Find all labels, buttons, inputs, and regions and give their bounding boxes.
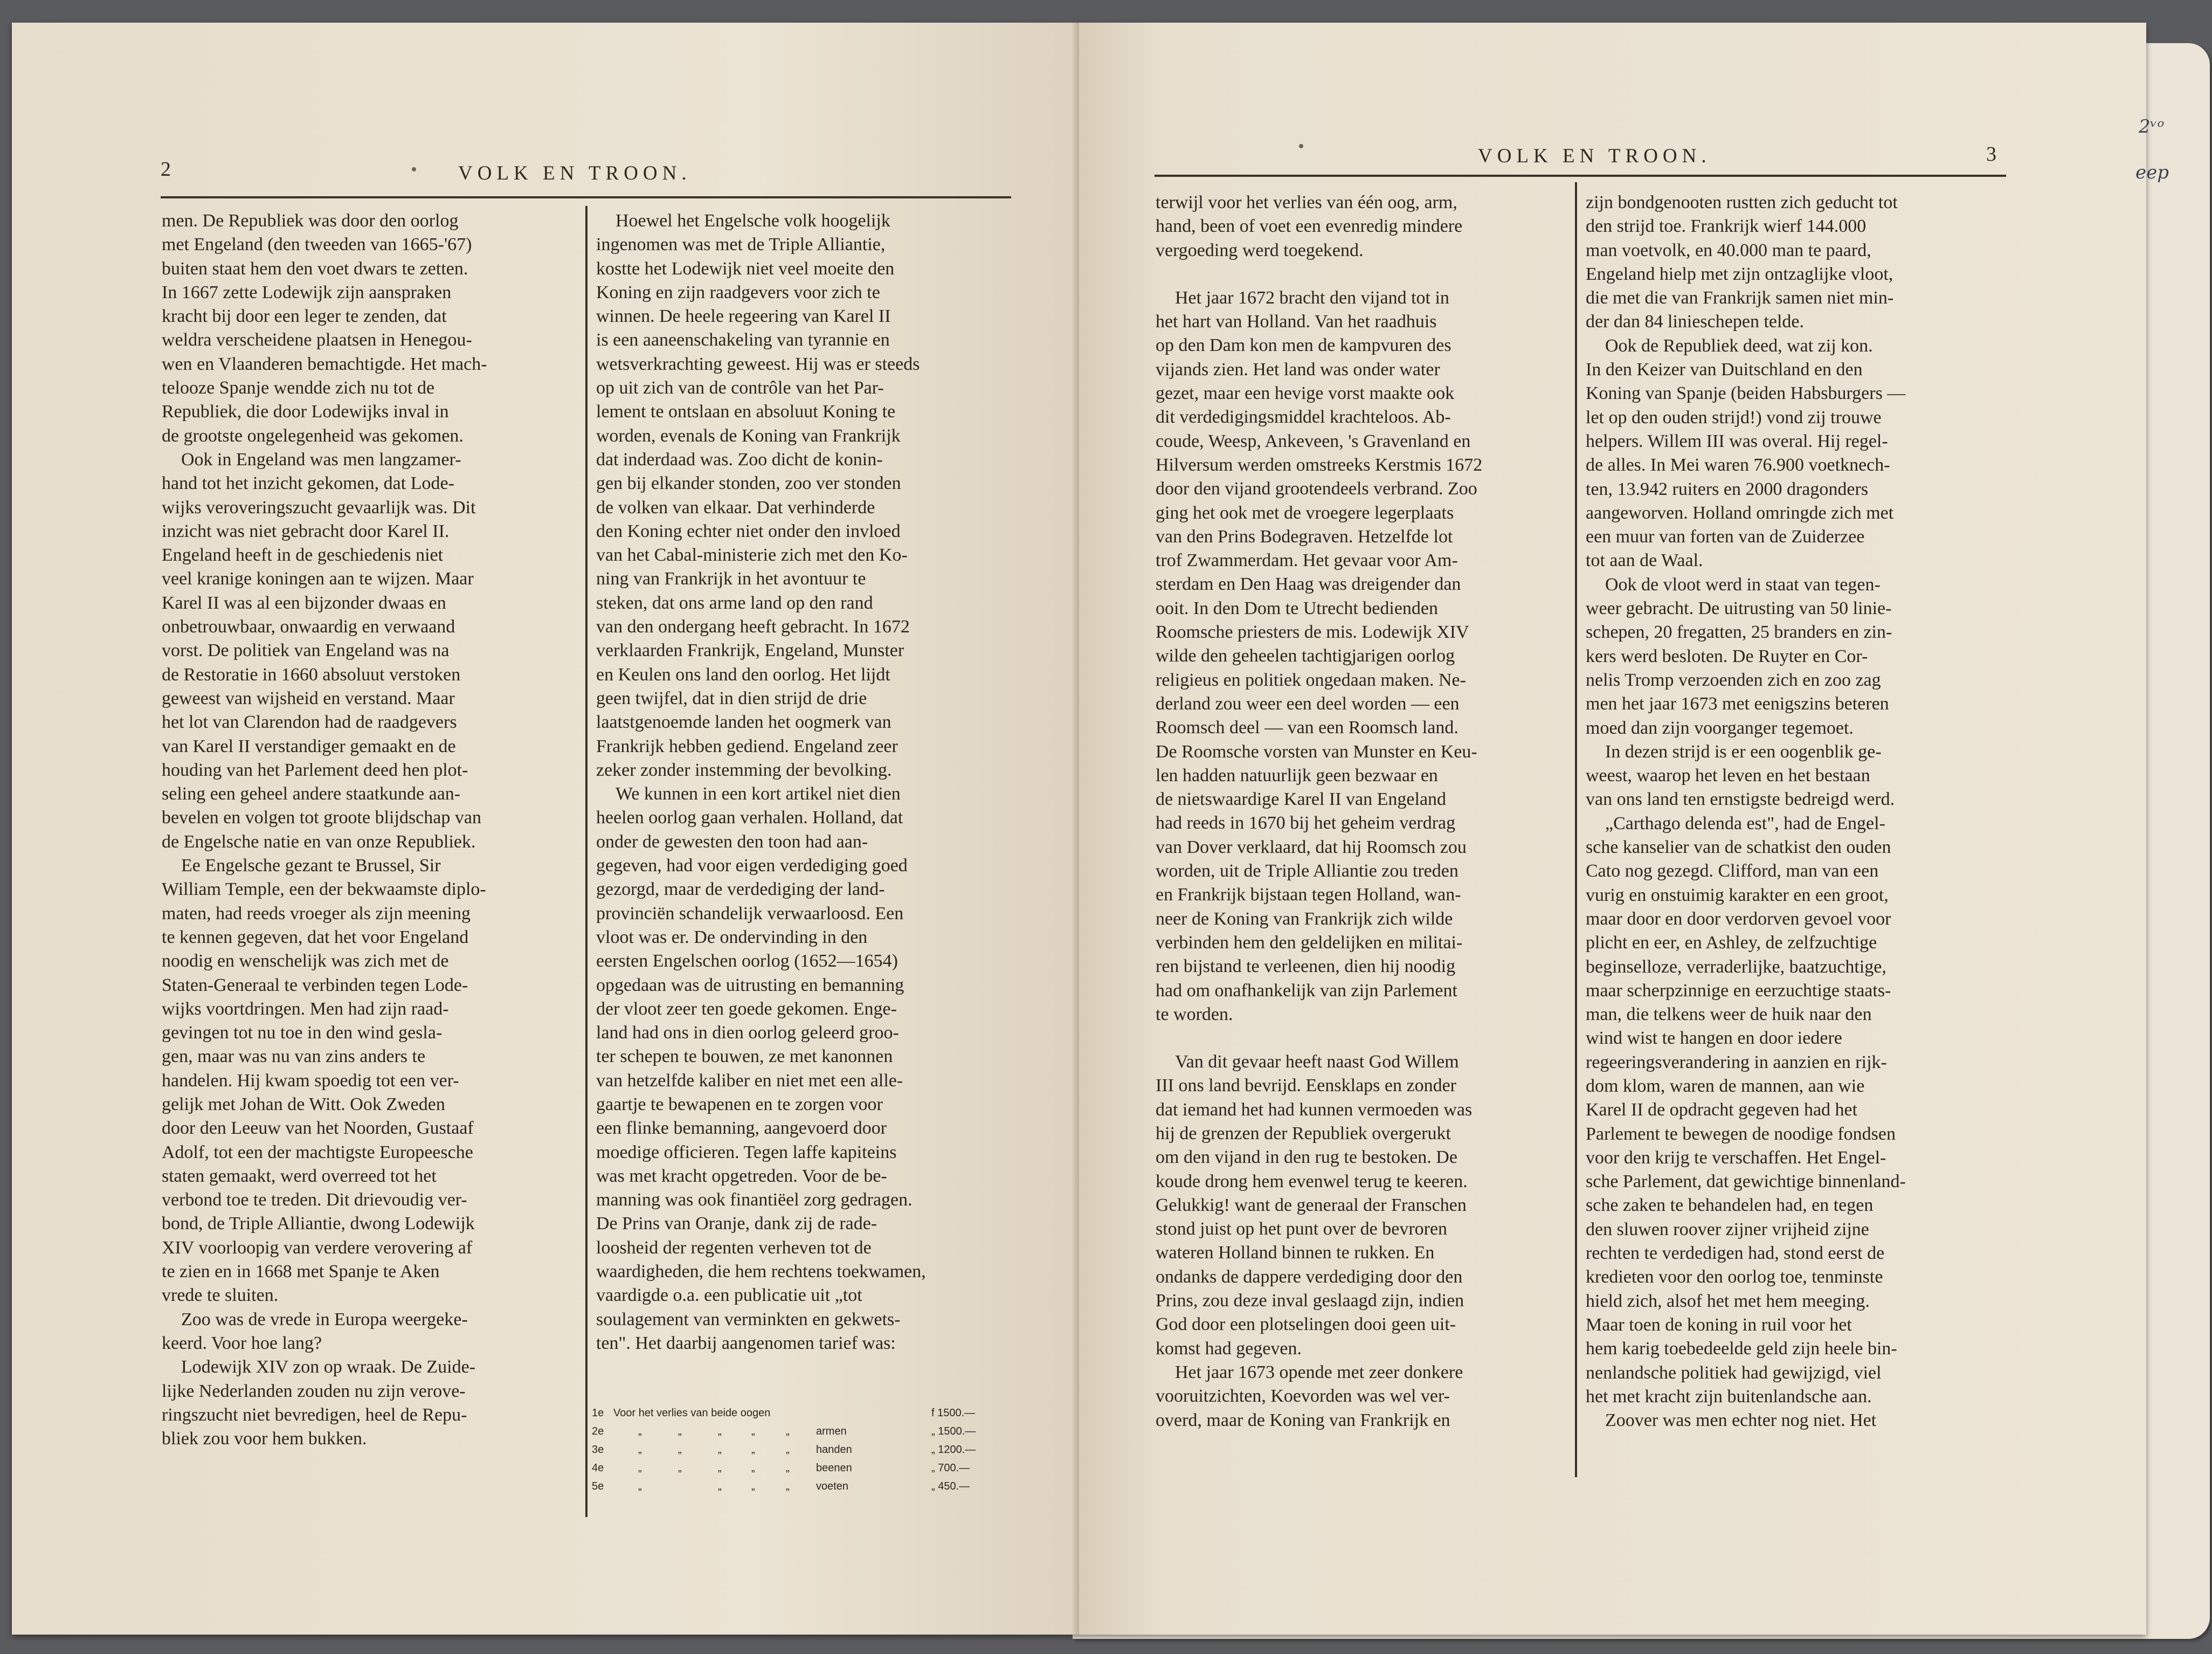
page-number: 3: [1986, 143, 1996, 166]
tariff-amount: f 1500.—: [931, 1407, 976, 1419]
tariff-item: voeten: [816, 1480, 849, 1492]
ditto-mark: „: [718, 1425, 722, 1437]
tariff-row: [592, 1425, 1018, 1444]
ditto-mark: „: [718, 1480, 722, 1492]
right-page: [1079, 23, 2146, 1635]
text-column-2: [1586, 191, 2007, 1432]
text-column-1: [1156, 191, 1564, 1432]
paragraph: Ee Engelsche gezant te Brussel, Sir William Temple, een der bekwaamste diplo- maten, had reeds vroeger als zijn meening te kennen gegeven, dat het voor Engeland noodig en wenschelijk was zich met de Staten-Generaal te verbinden tegen Lode- wijks voortdringen. Men had zijn raad- gevingen tot nu toe in den wind gesla- gen, maar was nu van zins anders te handelen. Hij kwam spoedig tot een ver- gelijk met Johan de Witt. Ook Zweden door den Leeuw van het Noorden, Gustaaf Adolf, tot een der machtigste Europeesche staten gemaakt, werd overreed tot het verbond toe te treden. Dit drievoudig ver- bond, de Triple Alliantie, dwong Lodewijk XIV voorloopig van verdere verovering af te zien en in 1668 met Spanje te Aken vrede te sluiten.: [162, 856, 486, 1306]
ditto-mark: „: [751, 1425, 755, 1437]
paragraph: We kunnen in een kort artikel niet dien heelen oorlog gaan verhalen. Holland, dat onder de gewesten den toon had aan- gegeven, had voor eigen verdediging goed gezorgd, maar de verdediging der land- provinciën schandelijk verwaarloosd. Een vloot was er. De ondervinding in den eersten Engelschen oorlog (1652—1654) opgedaan was de uitrusting en bemanning der vloot zeer ten goede gekomen. Enge- land had ons in dien oorlog geleerd groo- ter schepen te bouwen, ze met kanonnen van hetzelfde kaliber en niet met een alle- gaartje te bewapenen en te zorgen voor een flinke bemanning, aangevoerd door moedige officieren. Tegen laffe kapiteins was met kracht opgetreden. Voor de be- manning was ook finantiëel zorg gedragen. De Prins van Oranje, dank zij de rade- loosheid der regenten verheven tot de waardigheden, die hem rechtens toekwamen, vaardigde o.a. een publicatie uit „tot soulagement van verminkten en gekwets- ten". Het daarbij aangenomen tarief was:: [596, 784, 926, 1353]
ditto-mark: „: [678, 1444, 682, 1456]
handwritten-margin-note: eep: [2135, 162, 2169, 183]
ditto-mark: „: [751, 1462, 755, 1474]
ditto-mark: „: [786, 1480, 790, 1492]
left-page: [12, 23, 1079, 1635]
tariff-ordinal: 5e: [592, 1480, 604, 1492]
paragraph: Het jaar 1673 opende met zeer donkere vooruitzichten, Koevorden was wel ver- overd, maar de Koning van Frankrijk en: [1156, 1362, 1463, 1430]
ditto-mark: „: [751, 1480, 755, 1492]
paragraph: men. De Republiek was door den oorlog met Engeland (den tweeden van 1665-'67) buiten staat hem den voet dwars te zetten. In 1667 zette Lodewijk zijn aanspraken kracht bij door een leger te zenden, dat weldra verscheidene plaatsen in Henegou- wen en Vlaanderen bemachtigde. Het mach- telooze Spanje wendde zich nu tot de Republiek, die door Lodewijks inval in de grootste ongelegenheid was gekomen.: [162, 211, 487, 446]
paragraph: Van dit gevaar heeft naast God Willem III ons land bevrijd. Eensklaps en zonder dat iemand het had kunnen vermoeden was hij de grenzen der Republiek overgerukt om den vijand in den rug te bestoken. De koude drong hem evenwel terug te keeren. Gelukkig! want de generaal der Franschen stond juist op het punt over de bevroren wateren Holland binnen te rukken. En ondanks de dappere verdediging door den Prins, zou deze inval geslaagd zijn, indien God door een plotselingen dooi geen uit- komst had gegeven.: [1156, 1052, 1473, 1359]
tariff-amount: „ 1200.—: [931, 1444, 976, 1456]
column-divider: [1575, 182, 1577, 1477]
tariff-amount: „ 450.—: [931, 1480, 970, 1492]
tariff-item: armen: [816, 1425, 847, 1437]
book-spread: [12, 23, 2146, 1635]
tariff-amount: „ 700.—: [931, 1462, 970, 1474]
text-column-2: [596, 209, 1011, 1355]
ditto-mark: „: [638, 1462, 642, 1474]
paragraph: Zoo was de vrede in Europa weergeke- keerd. Voor hoe lang?: [162, 1309, 468, 1353]
tariff-ordinal: 2e: [592, 1425, 604, 1437]
tariff-item: beenen: [816, 1462, 852, 1474]
ditto-mark: „: [786, 1462, 790, 1474]
header-rule: [161, 196, 1011, 198]
tariff-amount: „ 1500.—: [931, 1425, 976, 1437]
paragraph: Ook in Engeland was men langzamer- hand tot het inzicht gekomen, dat Lode- wijks veroveringszucht gevaarlijk was. Dit inzicht was niet gebracht door Karel II. Engeland heeft in de geschiedenis niet veel kranige koningen aan te wijzen. Maar Karel II was al een bijzonder dwaas en onbetrouwbaar, onwaardig en verwaand vorst. De politiek van Engeland was na de Restoratie in 1660 absoluut verstoken geweest van wijsheid en verstand. Maar het lot van Clarendon had de raadgevers van Karel II verstandiger gemaakt en de houding van het Parlement deed hen plot- seling een geheel andere staatkunde aan- bevelen en volgen tot groote blijdschap van de Engelsche natie en van onze Republiek.: [162, 449, 481, 852]
ditto-mark: „: [678, 1462, 682, 1474]
paragraph: „Carthago delenda est", had de Engel- sche kanselier van de schatkist den ouden Cato nog gezegd. Clifford, man van een vurig en onstuimig karakter en een groot, maar door en door verdorven gevoel voor plicht en eer, en Ashley, de zelfzuchtige beginselloze, verraderlijke, baatzuchtige, maar scherpzinnige en eerzuchtige staats- man, die telkens weer de huik naar den wind wist te hangen en door iedere regeeringsverandering in aanzien en rijk- dom klom, waren de mannen, aan wie Karel II de opdracht gegeven had het Parlement te bewegen de noodige fondsen voor den krijg te verschaffen. Het Engel- sche Parlement, dat gewichtige binnenland- sche zaken te behandelen had, en tegen den sluwen roover zijner vrijheid zijne rechten te verdedigen had, stond eerst de kredieten voor den oorlog toe, tenminste hield zich, alsof het met hem meeging. Maar toen de koning in ruil voor het hem karig toebedeelde geld zijn heele bin- nenlandsche politiek had gewijzigd, viel het met kracht zijn buitenlandsche aan.: [1586, 813, 1906, 1407]
ditto-mark: „: [786, 1425, 790, 1437]
ditto-mark: „: [638, 1425, 642, 1437]
running-head: VOLK EN TROON.: [1478, 145, 1711, 167]
column-divider: [585, 206, 587, 1517]
text-column-1: [162, 209, 575, 1451]
page-number: 2: [161, 158, 171, 181]
tariff-row: [592, 1407, 1018, 1425]
tariff-ordinal: 3e: [592, 1444, 604, 1456]
paragraph-gap: [1156, 263, 1564, 286]
ditto-mark: „: [638, 1480, 642, 1492]
header-rule: [1155, 175, 2006, 177]
handwritten-margin-note: 2ᵛᵒ: [2139, 116, 2165, 137]
ditto-mark: „: [718, 1444, 722, 1456]
paragraph: Het jaar 1672 bracht den vijand tot in het hart van Holland. Van het raadhuis op den Dam kon men de kampvuren des vijands zien. Het land was onder water gezet, maar een hevige vorst maakte ook dit verdedigingsmiddel krachteloos. Ab- coude, Weesp, Ankeveen, 's Gravenland en Hilversum werden omstreeks Kerstmis 1672 door den vijand grootendeels verbrand. Zoo ging het ook met de vroegere legerplaats van den Prins Bodegraven. Hetzelfde lot trof Zwammerdam. Het gevaar voor Am- sterdam en Den Haag was dreigender dan ooit. In den Dom te Utrecht bedienden Roomsche priesters de mis. Lodewijk XIV wilde den geheelen tachtigjarigen oorlog religieus en politiek ongedaan maken. Ne- derland zou weer een deel worden — een Roomsch deel — van een Roomsch land. De Roomsche vorsten van Munster en Keu- len hadden natuurlijk geen bezwaar en de nietswaardige Karel II van Engeland had reeds in 1670 bij het geheim verdrag van Dover verklaard, dat hij Roomsch zou worden, uit de Triple Alliantie zou treden en Frankrijk bijstaan tegen Holland, wan- neer de Koning van Frankrijk zich wilde verbinden hem den geldelijken en militai- ren bijstand te verleenen, dien hij noodig had om onafhankelijk van zijn Parlement te worden.: [1156, 287, 1483, 1024]
paragraph: Ook de vloot werd in staat van tegen- weer gebracht. De uitrusting van 50 linie- schepen, 20 fregatten, 25 branders en zin- kers werd besloten. De Ruyter en Cor- nelis Tromp verzoenden zich en zoo zag men het jaar 1673 met eenigszins beteren moed dan zijn voorganger tegemoet.: [1586, 574, 1892, 738]
ditto-mark: „: [751, 1444, 755, 1456]
tariff-row: [592, 1444, 1018, 1462]
ditto-mark: „: [786, 1444, 790, 1456]
paragraph: zijn bondgenooten rustten zich geducht tot den strijd toe. Frankrijk wierf 144.000 man voetvolk, en 40.000 man te paard, Engeland hielp met zijn ontzaglijke vloot, die met die van Frankrijk samen niet min- der dan 84 linieschepen telde.: [1586, 192, 1898, 332]
compensation-tariff-table: [592, 1407, 1018, 1499]
paragraph: Zoover was men echter nog niet. Het: [1605, 1410, 1877, 1431]
ditto-mark: „: [638, 1444, 642, 1456]
tariff-row: [592, 1480, 1018, 1499]
tariff-row: [592, 1462, 1018, 1480]
ditto-mark: „: [678, 1425, 682, 1437]
tariff-ordinal: 1e: [592, 1407, 604, 1419]
ornament-dot: [412, 167, 416, 171]
paragraph: In dezen strijd is er een oogenblik ge- weest, waarop het leven en het bestaan van ons land ten ernstigste bedreigd werd.: [1586, 741, 1895, 810]
paragraph: Ook de Republiek deed, wat zij kon. In den Keizer van Duitschland en den Koning van Spanje (beiden Habsburgers — let op den ouden strijd!) vond zij trouwe helpers. Willem III was overal. Hij regel- de alles. In Mei waren 76.900 voetknech- ten, 13.942 ruiters en 2000 dragonders aangeworven. Holland omringde zich met een muur van forten van de Zuiderzee tot aan de Waal.: [1586, 335, 1906, 571]
paragraph: terwijl voor het verlies van één oog, arm, hand, been of voet een evenredig mindere vergoeding werd toegekend.: [1156, 192, 1463, 260]
ornament-dot: [1299, 144, 1303, 148]
tariff-item: Voor het verlies van beide oogen: [613, 1407, 771, 1419]
ditto-mark: „: [718, 1462, 722, 1474]
paragraph: Hoewel het Engelsche volk hoogelijk ingenomen was met de Triple Alliantie, kostte het Lodewijk niet veel moeite den Koning en zijn raadgevers voor zich te winnen. De heele regeering van Karel II is een aaneenschakeling van tyrannie en wetsverkrachting geweest. Hij was er steeds op uit zich van de contrôle van het Par- lement te ontslaan en absoluut Koning te worden, evenals de Koning van Frankrijk dat inderdaad was. Zoo dicht de konin- gen bij elkander stonden, zoo ver stonden de volken van elkaar. Dat verhinderde den Koning echter niet onder den invloed van het Cabal-ministerie zich met den Ko- ning van Frankrijk in het avontuur te steken, dat ons arme land op den rand van den ondergang heeft gebracht. In 1672 verklaarden Frankrijk, Engeland, Munster en Keulen ons land den oorlog. Het lijdt geen twijfel, dat in dien strijd de drie laatstgenoemde landen het oogmerk van Frankrijk hebben gediend. Engeland zeer zeker zonder instemming der bevolking.: [596, 211, 920, 780]
paragraph: Lodewijk XIV zon op wraak. De Zuide- lijke Nederlanden zouden nu zijn verove- ringszucht niet bevredigen, heel de Repu- bliek zou voor hem bukken.: [162, 1357, 476, 1449]
paragraph-gap: [1156, 1026, 1564, 1050]
tariff-ordinal: 4e: [592, 1462, 604, 1474]
running-head: VOLK EN TROON.: [458, 162, 692, 184]
tariff-item: handen: [816, 1444, 852, 1456]
